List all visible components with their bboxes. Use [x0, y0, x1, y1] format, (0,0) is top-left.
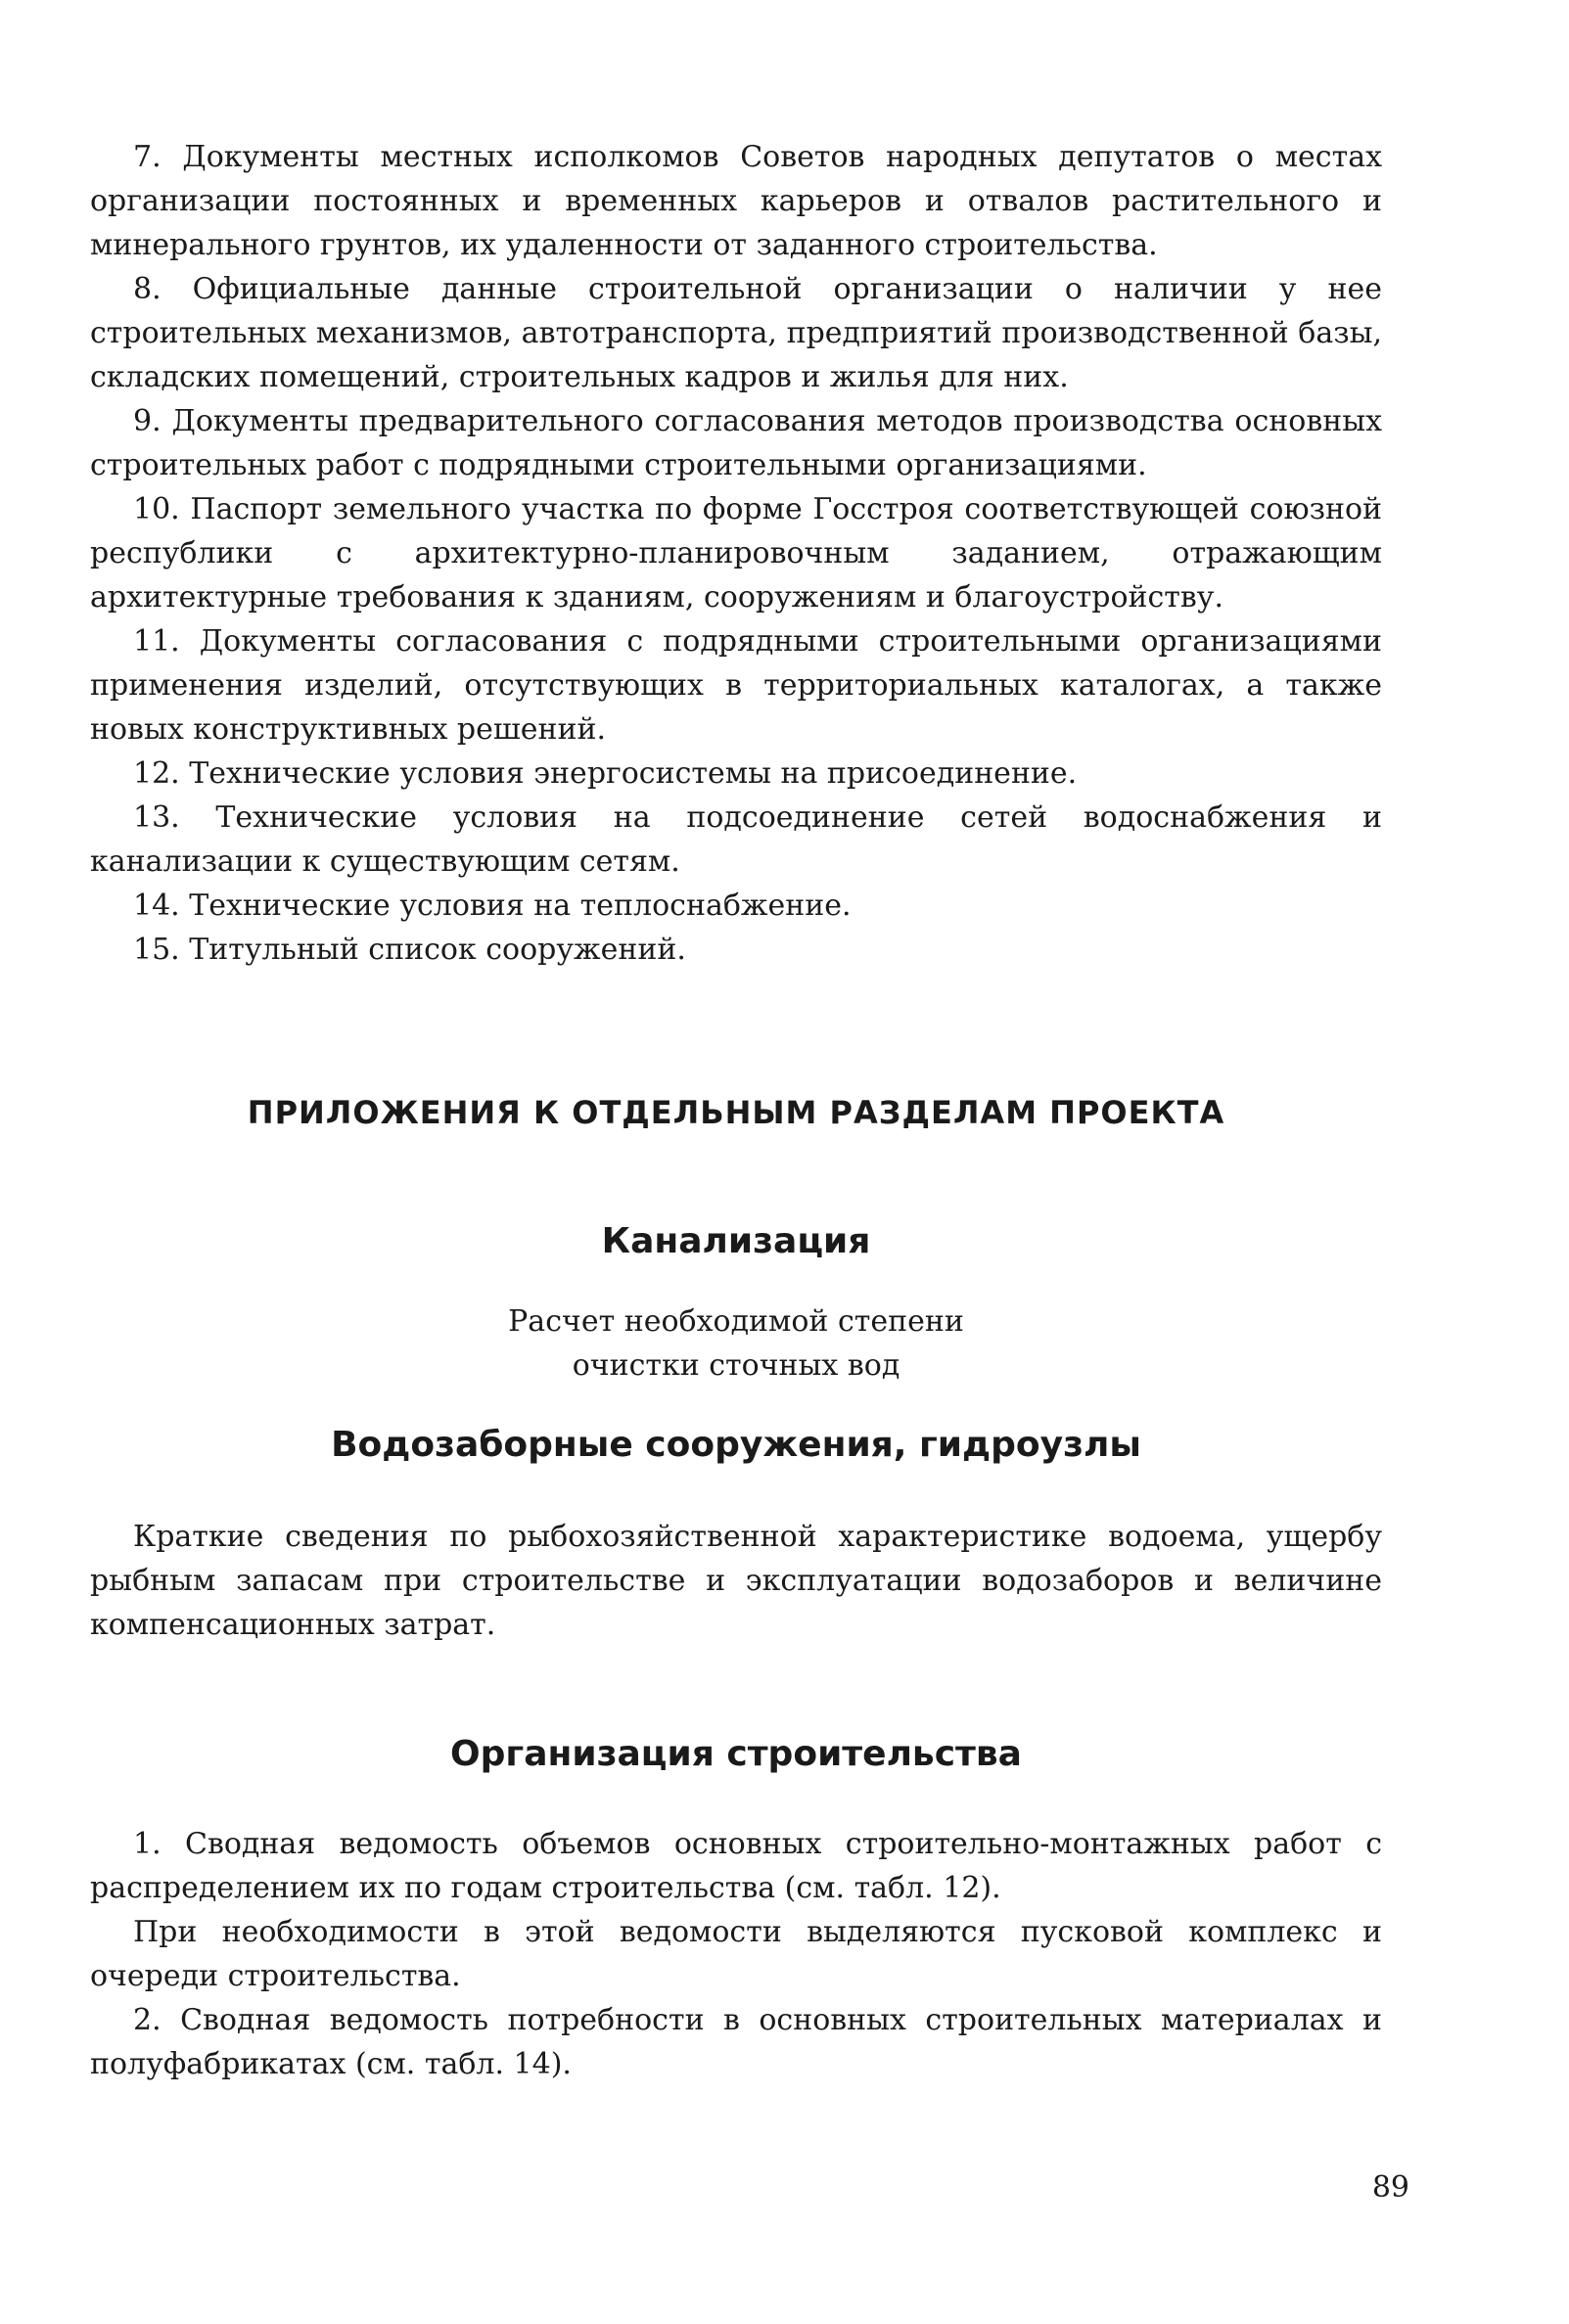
list-item: 12. Технические условия энергосистемы на присоединение.	[133, 756, 1078, 791]
construction-heading: Организация строительства	[450, 1734, 1022, 1774]
list-item: 13. Технические условия на подсоединение сетей водоснабжения и канализации к существующим сетям.	[90, 800, 1382, 879]
list-item: 11. Документы согласования с подрядными строительными организациями применения изделий, отсутствующих в территориальных каталогах, а также новых конструктивных решений.	[90, 624, 1382, 747]
list-item: 10. Паспорт земельного участка по форме Госстроя соответствующей союзной республики с архитектурно-планировочным заданием, отражающим архитектурные требования к зданиям, сооружениям и благоустройству.	[90, 492, 1382, 615]
list-item: При необходимости в этой ведомости выделяются пусковой комплекс и очереди строительства.	[90, 1915, 1382, 1993]
construction-list	[90, 1822, 1382, 2086]
list-item: 2. Сводная ведомость потребности в основных строительных материалах и полуфабрикатах (см. табл. 14).	[90, 2003, 1382, 2081]
list-item: 9. Документы предварительного согласования методов производства основных строительных работ с подрядными строительными организациями.	[90, 404, 1382, 482]
water-intake-heading: Водозаборные сооружения, гидроузлы	[331, 1425, 1141, 1465]
sewerage-heading: Канализация	[601, 1221, 871, 1261]
sewerage-subtitle-line1: Расчет необходимой степени	[508, 1304, 964, 1339]
water-intake-text: Краткие сведения по рыбохозяйственной характеристике водоема, ущербу рыбным запасам при строительстве и эксплуатации водозаборов и величине компенсационных затрат.	[90, 1520, 1382, 1642]
water-intake-text-block	[90, 1515, 1382, 1647]
appendices-heading: ПРИЛОЖЕНИЯ К ОТДЕЛЬНЫМ РАЗДЕЛАМ ПРОЕКТА	[247, 1094, 1225, 1131]
list-item: 15. Титульный список сооружений.	[133, 933, 686, 967]
sewerage-subtitle-line2: очистки сточных вод	[572, 1348, 900, 1383]
requirements-list	[90, 135, 1382, 972]
page-number: 89	[1371, 2170, 1409, 2205]
list-item: 8. Официальные данные строительной организации о наличии у нее строительных механизмов, автотранспорта, предприятий производственной базы, складских помещений, строительных кадров и жилья для них.	[90, 272, 1382, 394]
list-item: 7. Документы местных исполкомов Советов народных депутатов о местах организации постоянных и временных карьеров и отвалов растительного и минерального грунтов, их удаленности от заданного строительства.	[90, 140, 1382, 262]
list-item: 1. Сводная ведомость объемов основных строительно-монтажных работ с распределением их по годам строительства (см. табл. 12).	[90, 1827, 1382, 1905]
list-item: 14. Технические условия на теплоснабжение.	[133, 889, 852, 923]
